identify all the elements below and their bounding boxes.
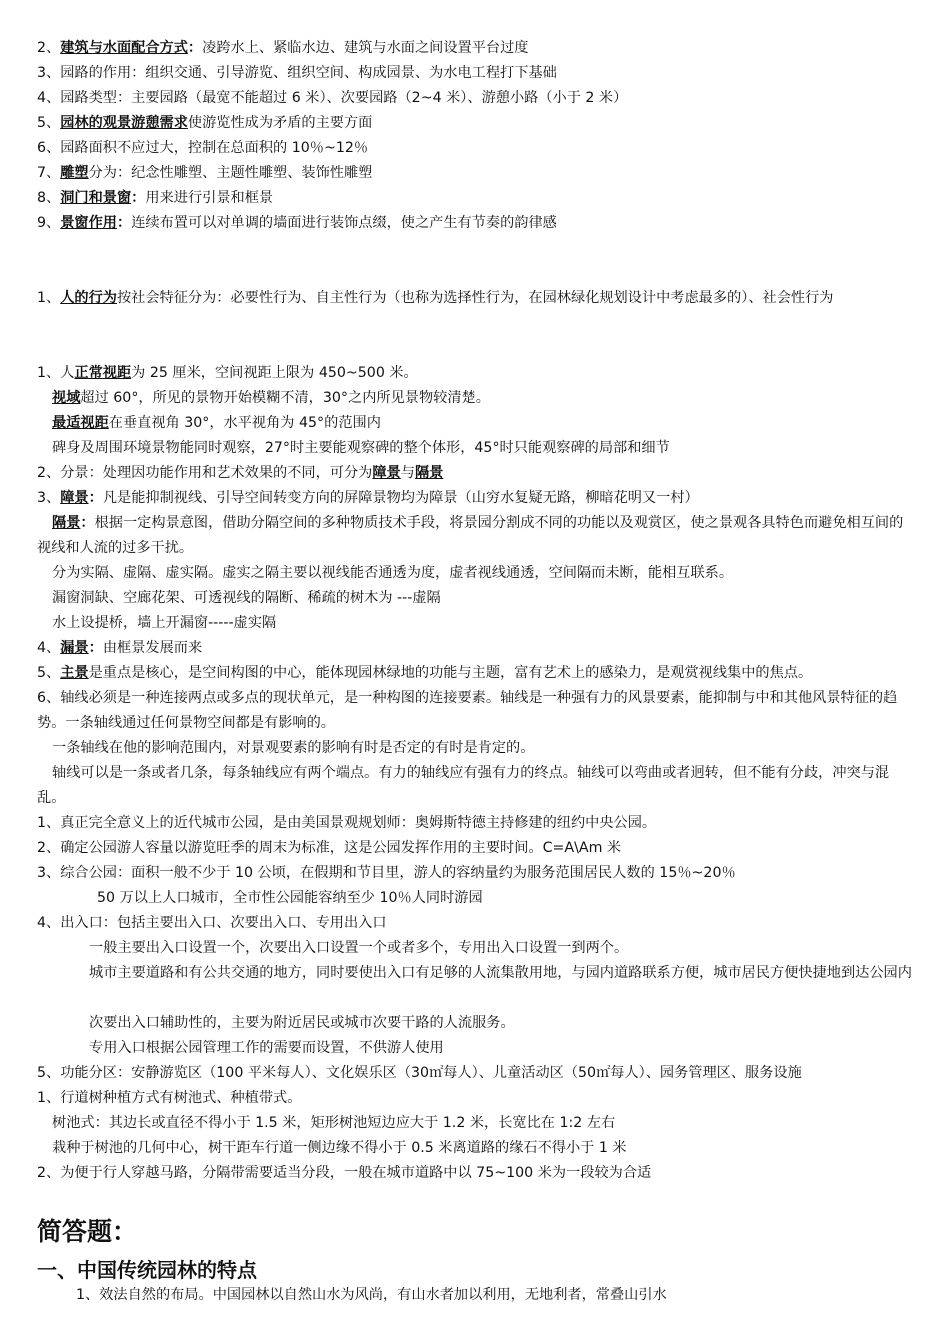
item-text: 按社会特征分为：必要性行为、自主性行为（也称为选择性行为，在园林绿化规划设计中考虑最多的）、社会性行为 [116,290,834,306]
item-viewing-needs [37,111,917,136]
item-axis-count: 轴线可以是一条或者几条，每条轴线应有两个端点。有力的轴线应有强有力的终点。轴线可以弯曲或者迥转，但不能有分歧，冲突与混乱。 [37,765,890,806]
item-text: 凌跨水上、紧临水边、建筑与水面之间设置平台过度 [202,40,529,56]
item-tree-pit: 树池式：其边长或直径不得小于 1.5 米，矩形树池短边应大于 1.2 米，长宽比在 1:2 左右 [52,1115,616,1131]
term-colon: ： [116,215,132,231]
term-leaking-view: 漏景 [60,640,89,656]
item-obstructing-view [37,486,917,511]
item-leaking-view [37,636,917,661]
item-human-behavior [37,286,917,311]
item-number: 8、 [37,190,61,206]
term-visual-field: 视域 [52,390,81,406]
item-text: 连续布置可以对单调的墙面进行装饰点缀，使之产生有节奏的韵律感 [131,215,557,231]
term-colon: ： [187,40,203,56]
item-path-function: 3、园路的作用：组织交通、引导游览、组织空间、构成园景、为水电工程打下基础 [37,65,557,81]
term-separating-view: 隔景 [52,515,81,531]
term-viewing-needs: 园林的观景游憩需求 [60,115,188,131]
item-number: 9、 [37,215,61,231]
item-virtual-separation: 漏窗洞缺、空廊花架、可透视线的隔断、稀疏的树木为 ---虚隔 [52,590,441,606]
item-text: 是重点是核心，是空间构图的中心，能体现园林绿地的功能与主题，富有艺术上的感染力，是观赏视线集中的焦点。 [88,665,813,681]
term-optimal-distance: 最适视距 [52,415,109,431]
item-number: 2、 [37,40,61,56]
item-axis-influence: 一条轴线在他的影响范围内，对景观要素的影响有时是否定的有时是肯定的。 [52,740,535,756]
item-path-area: 6、园路面积不应过大，控制在总面积的 10％~12％ [37,140,369,156]
item-street-tree-methods: 1、行道树种植方式有树池式、种植带式。 [37,1090,302,1106]
item-text: 在垂直视角 30°，水平视角为 45°的范围内 [108,415,381,431]
item-natural-layout: 1、效法自然的布局。中国园林以自然山水为风尚，有山水者加以利用，无地利者，常叠山引水 [76,1287,667,1303]
item-text: 与 [400,465,415,481]
item-path-types: 4、园路类型：主要园路（最宽不能超过 6 米）、次要园路（2~4 米）、游憩小路（小于 2 米） [37,90,628,106]
item-optimal-distance [52,411,932,436]
term-colon: ： [80,515,95,531]
item-text: 1、人 [37,365,75,381]
item-window-function [37,211,917,236]
item-special-entrance: 专用入口根据公园管理工作的需要而设置，不供游人使用 [89,1040,444,1056]
item-separating-view [37,511,917,560]
item-entrances: 4、出入口：包括主要出入口、次要出入口、专用出入口 [37,915,387,931]
term-sculpture: 雕塑 [60,165,89,181]
item-water-building [37,36,917,61]
item-axis-definition: 6、轴线必须是一种连接两点或多点的现状单元，是一种构图的连接要素。轴线是一种强有力的风景要素，能抑制与中和其他风景特征的趋势。一条轴线通过任何景物空间都是有影响的。 [37,690,898,731]
section-heading: 简答题： [37,1217,138,1246]
item-separation-types: 分为实隔、虚隔、虚实隔。虚实之隔主要以视线能否通透为度，虚者视线通透，空间隔而未断，能相互联系。 [52,565,734,581]
item-functional-zones: 5、功能分区：安静游览区（100 平米每人）、文化娱乐区（30㎡每人）、儿童活动区（50㎡每人）、园务管理区、服务设施 [37,1065,802,1081]
item-number: 5、 [37,115,61,131]
item-semi-virtual-separation: 水上设提桥，墙上开漏窗-----虚实隔 [52,615,277,631]
item-central-park: 1、真正完全意义上的近代城市公园，是由美国景观规划师：奥姆斯特德主持修建的纽约中央公园。 [37,815,657,831]
term-main-view: 主景 [60,665,89,681]
item-number: 7、 [37,165,61,181]
item-door-window [37,186,917,211]
item-text: 根据一定构景意图，借助分隔空间的多种物质技术手段，将景园分割成不同的功能以及观赏区，使之景观各具特色而避免相互间的视线和人流的过多干扰。 [37,515,904,556]
item-main-view [37,661,917,686]
item-text: 超过 60°，所见的景物开始模糊不清，30°之内所见景物较清楚。 [80,390,490,406]
term-normal-distance: 正常视距 [74,365,132,381]
item-entrance-count: 一般主要出入口设置一个，次要出入口设置一个或者多个，专用出入口设置一到两个。 [89,940,629,956]
subsection-heading: 一、中国传统园林的特点 [37,1258,257,1282]
item-comprehensive-park: 3、综合公园：面积一般不少于 10 公顷，在假期和节目里，游人的容纳量约为服务范围居民人数的 15％~20％ [37,865,736,881]
item-text: 使游览性成为矛盾的主要方面 [187,115,373,131]
item-city-park-ratio: 50 万以上人口城市，全市性公园能容纳至少 10％人同时游园 [97,890,483,906]
item-number: 3、 [37,490,61,506]
item-park-capacity: 2、确定公园游人容量以游览旺季的周末为标准，这是公园发挥作用的主要时间。C=A\Am 米 [37,840,622,856]
term-water-building: 建筑与水面配合方式 [60,40,188,56]
item-normal-distance [37,361,917,386]
term-colon: ： [131,190,146,206]
item-text: 为 25 厘米，空间视距上限为 450~500 米。 [131,365,418,381]
term-window-function: 景窗作用 [60,215,117,231]
item-text: 凡是能抑制视线、引导空间转变方向的屏障景物均为障景（山穷水复疑无路，柳暗花明又一村） [102,490,699,506]
term-door-window: 洞门和景窗 [60,190,132,206]
item-text: 分为：纪念性雕塑、主题性雕塑、装饰性雕塑 [88,165,373,181]
term-colon: ： [88,490,103,506]
term-separating-view: 隔景 [414,465,444,481]
item-monument-view: 碑身及周围环境景物能同时观察，27°时主要能观察碑的整个体形，45°时只能观察碑的局部和细节 [52,440,670,456]
item-number: 1、 [37,290,61,306]
item-number: 5、 [37,665,61,681]
term-obstructing-view: 障景 [372,465,401,481]
item-divider-strip: 2、为便于行人穿越马路，分隔带需要适当分段，一般在城市道路中以 75~100 米为一段较为合适 [37,1165,652,1181]
item-text: 2、分景：处理因功能作用和艺术效果的不同，可分为 [37,465,373,481]
item-text: 由框景发展而来 [102,640,203,656]
item-number: 4、 [37,640,61,656]
item-visual-field [52,386,932,411]
term-colon: ： [88,640,103,656]
term-obstructing-view: 障景 [60,490,89,506]
item-scene-division [37,461,917,486]
term-human-behavior: 人的行为 [60,290,117,306]
item-sculpture [37,161,917,186]
item-text: 用来进行引景和框景 [145,190,274,206]
item-main-entrance: 城市主要道路和有公共交通的地方，同时要使出入口有足够的人流集散用地，与园内道路联系方便，城市居民方便快捷地到达公园内 [89,965,912,981]
item-secondary-entrance: 次要出入口辅助性的，主要为附近居民或城市次要干路的人流服务。 [89,1015,515,1031]
item-tree-placement: 栽种于树池的几何中心，树干距车行道一侧边缘不得小于 0.5 米离道路的缘石不得小于 1 米 [52,1140,627,1156]
